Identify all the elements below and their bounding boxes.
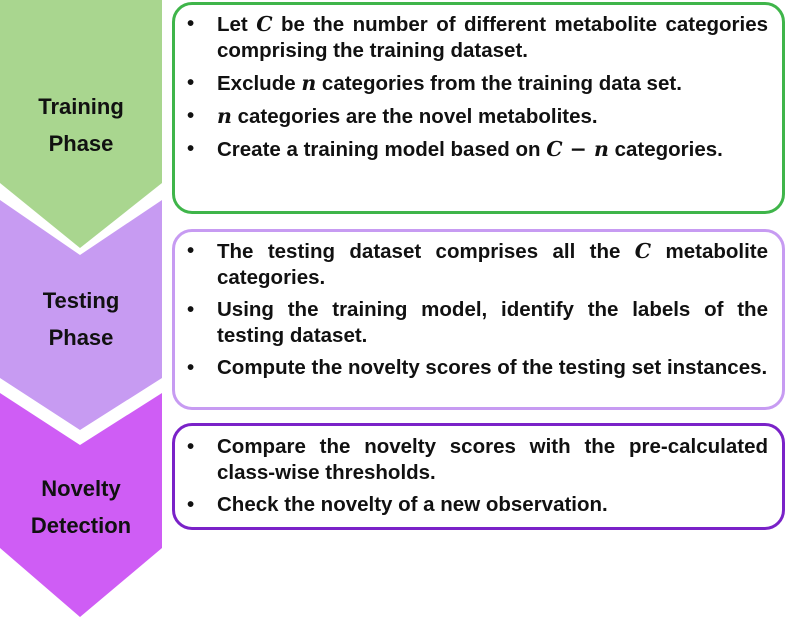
- step-text: Check the novelty of a new observation.: [217, 493, 608, 516]
- step-text: Compare the novelty scores with the pre-calculated class-wise thresholds.: [217, 435, 768, 484]
- bullet-icon: •: [187, 71, 195, 94]
- step-text: The testing dataset comprises all the: [217, 240, 635, 263]
- step-item: [175, 11, 782, 64]
- math-symbol: n: [217, 104, 232, 128]
- step-text: Create a training model based on: [217, 138, 547, 161]
- step-text: metabolite categories.: [217, 240, 769, 289]
- training-label-line1: Training: [38, 94, 124, 119]
- math-symbol: C: [634, 239, 652, 263]
- novelty-detection-box: [172, 423, 785, 530]
- bullet-icon: •: [187, 239, 195, 262]
- math-symbol: n: [301, 71, 317, 95]
- step-text: categories.: [608, 138, 723, 161]
- step-item: [175, 238, 782, 291]
- testing-phase-label: [0, 282, 162, 356]
- step-item: [175, 297, 782, 349]
- step-item: [175, 434, 782, 486]
- training-phase-label: [0, 88, 162, 162]
- training-label-line2: Phase: [48, 131, 114, 156]
- bullet-icon: •: [187, 298, 195, 321]
- step-item: [175, 136, 782, 163]
- math-symbol: C − n: [546, 137, 609, 161]
- training-phase-box: [172, 2, 785, 214]
- step-item: [175, 70, 782, 97]
- bullet-icon: •: [187, 435, 195, 458]
- testing-label-line1: Testing: [42, 288, 120, 313]
- step-text: Compute the novelty scores of the testing set instances.: [217, 356, 768, 379]
- bullet-icon: •: [187, 356, 195, 379]
- step-text: categories are the novel metabolites.: [231, 105, 598, 128]
- testing-label-line2: Phase: [48, 325, 114, 350]
- testing-phase-box: [172, 229, 785, 410]
- bullet-icon: •: [187, 12, 195, 35]
- math-symbol: C: [256, 12, 273, 36]
- step-item: [175, 103, 782, 130]
- step-text: Exclude: [217, 72, 302, 95]
- training-steps-list: [175, 11, 782, 163]
- step-text: Using the training model, identify the labels of the testing dataset.: [217, 298, 768, 347]
- step-item: [175, 355, 782, 381]
- novelty-label-line2: Detection: [30, 513, 132, 538]
- step-text: be the number of different metabolite categories comprising the training dataset.: [217, 13, 768, 62]
- bullet-icon: •: [187, 493, 195, 516]
- bullet-icon: •: [187, 137, 195, 160]
- testing-steps-list: [175, 238, 782, 381]
- step-text: categories from the training data set.: [316, 72, 682, 95]
- novelty-steps-list: [175, 434, 782, 518]
- bullet-icon: •: [187, 104, 195, 127]
- step-text: Let: [217, 13, 257, 36]
- step-item: [175, 492, 782, 518]
- novelty-label-line1: Novelty: [41, 476, 121, 501]
- novelty-detection-label: [0, 470, 162, 544]
